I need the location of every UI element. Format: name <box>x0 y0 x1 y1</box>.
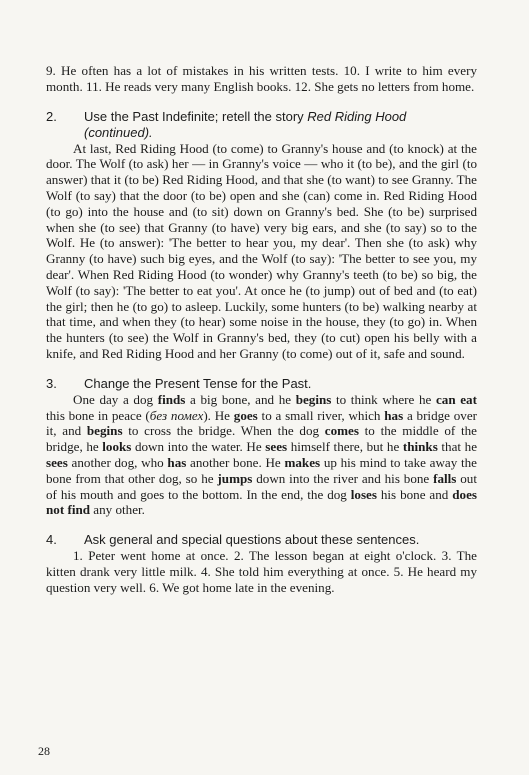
text-run: down into the water. He <box>131 439 266 455</box>
bold-verb: can eat <box>435 391 477 407</box>
text-run: One day a dog <box>73 391 158 407</box>
text-run: another bone. He <box>186 454 285 470</box>
task-2-title-text: Use the Past Indefinite; retell the story <box>84 108 308 124</box>
task-4-title: Ask general and special questions about these sentences. <box>84 532 420 548</box>
task-2-heading <box>46 109 477 141</box>
bold-verb: has <box>384 407 404 423</box>
page-number: 28 <box>38 744 50 758</box>
text-run: a big bone, and he <box>185 391 296 407</box>
text-run: another dog, who <box>67 454 168 470</box>
bold-verb: makes <box>284 454 321 470</box>
text-run: to the middle of the bridge, he <box>46 423 477 455</box>
text-run: a bridge over it, and <box>46 407 478 439</box>
task-4-heading <box>46 532 477 548</box>
text-run: this bone in peace ( <box>46 407 150 423</box>
bold-verb: has <box>167 454 187 470</box>
bold-verb: jumps <box>217 470 253 486</box>
text-run: any other. <box>90 502 145 518</box>
text-run: to cross the bridge. When the dog <box>122 423 325 439</box>
text-run: up his mind to take away the bone from that other dog, so he <box>46 454 477 486</box>
bold-verb: looks <box>102 439 132 455</box>
task-2-number: 2. <box>46 108 57 124</box>
task-2-story-title: Red Riding Hood (continued). <box>84 108 407 140</box>
task-2-paragraph: At last, Red Riding Hood (to come) to Granny's house and (to knock) at the door. The Wolf (to ask) her — in Granny's voice — who it (to be), and the girl (to answer) that it (to be) Red Riding Hood, and that she (to want) to see Granny. The Wolf (to say) that the door (to be) open and she (can) come in. Red Riding Hood (to go) into the house and (to sit) down on Granny's bed. She (to be) surprised when she (to see) that Granny (to have) very big ears, and she (to say) so to the Wolf. He (to answer): 'The better to hear you, my dear'. Then she (to ask) why Granny (to have) such big eyes, and the Wolf (to say): 'The better to see you, my dear'. When Red Riding Hood (to wonder) why Granny's teeth (to be) so big, the Wolf (to say): 'The better to eat you'. At once he (to jump) out of bed and (to eat) the girl; then he (to go) to asleep. Luckily, some hunters (to be) walking nearby at that time, and when they (to hear) some noise in the house, they (to go) in. When the hunters (to see) the Wolf in Granny's bed, they (to cut) open his belly with a knife, and Red Riding Hood and her Granny (to come) out of it, safe and sound. <box>46 140 477 361</box>
task-3-paragraph <box>46 392 477 518</box>
bold-verb: begins <box>295 391 332 407</box>
task-4-paragraph: 1. Peter went home at once. 2. The lesson began at eight o'clock. 3. The kitten drank very little milk. 4. She told him everything at once. 5. He heard my question very well. 6. We got home late in the evening. <box>46 548 477 595</box>
bold-verb: thinks <box>402 439 438 455</box>
text-run: that he <box>437 439 477 455</box>
bold-verb: does not find <box>46 486 478 518</box>
task-3-number: 3. <box>46 375 57 391</box>
text-run: out of his mouth and goes to the bottom. In the end, the dog <box>46 470 477 502</box>
text-run: his bone and <box>376 486 453 502</box>
task-3-heading <box>46 376 477 392</box>
bold-verb: goes <box>233 407 258 423</box>
text-run: ). He <box>203 407 234 423</box>
task-3-title: Change the Present Tense for the Past. <box>84 375 312 391</box>
bold-verb: sees <box>265 439 288 455</box>
bold-verb: finds <box>157 391 186 407</box>
bold-verb: loses <box>350 486 377 502</box>
intro-paragraph: 9. He often has a lot of mistakes in his written tests. 10. I write to him every month. 11. He reads very many English books. 12. She gets no letters from home. <box>46 63 477 94</box>
text-run: to think where he <box>331 391 436 407</box>
task-2-title <box>84 109 477 141</box>
bold-verb: falls <box>433 470 457 486</box>
text-run: to a small river, which <box>257 407 385 423</box>
bold-verb: sees <box>46 454 68 470</box>
italic-gloss: без помех <box>149 407 204 423</box>
text-run: himself there, but he <box>287 439 403 455</box>
bold-verb: begins <box>86 423 123 439</box>
task-4-number: 4. <box>46 532 57 548</box>
text-run: down into the river and his bone <box>252 470 434 486</box>
bold-verb: comes <box>324 423 359 439</box>
